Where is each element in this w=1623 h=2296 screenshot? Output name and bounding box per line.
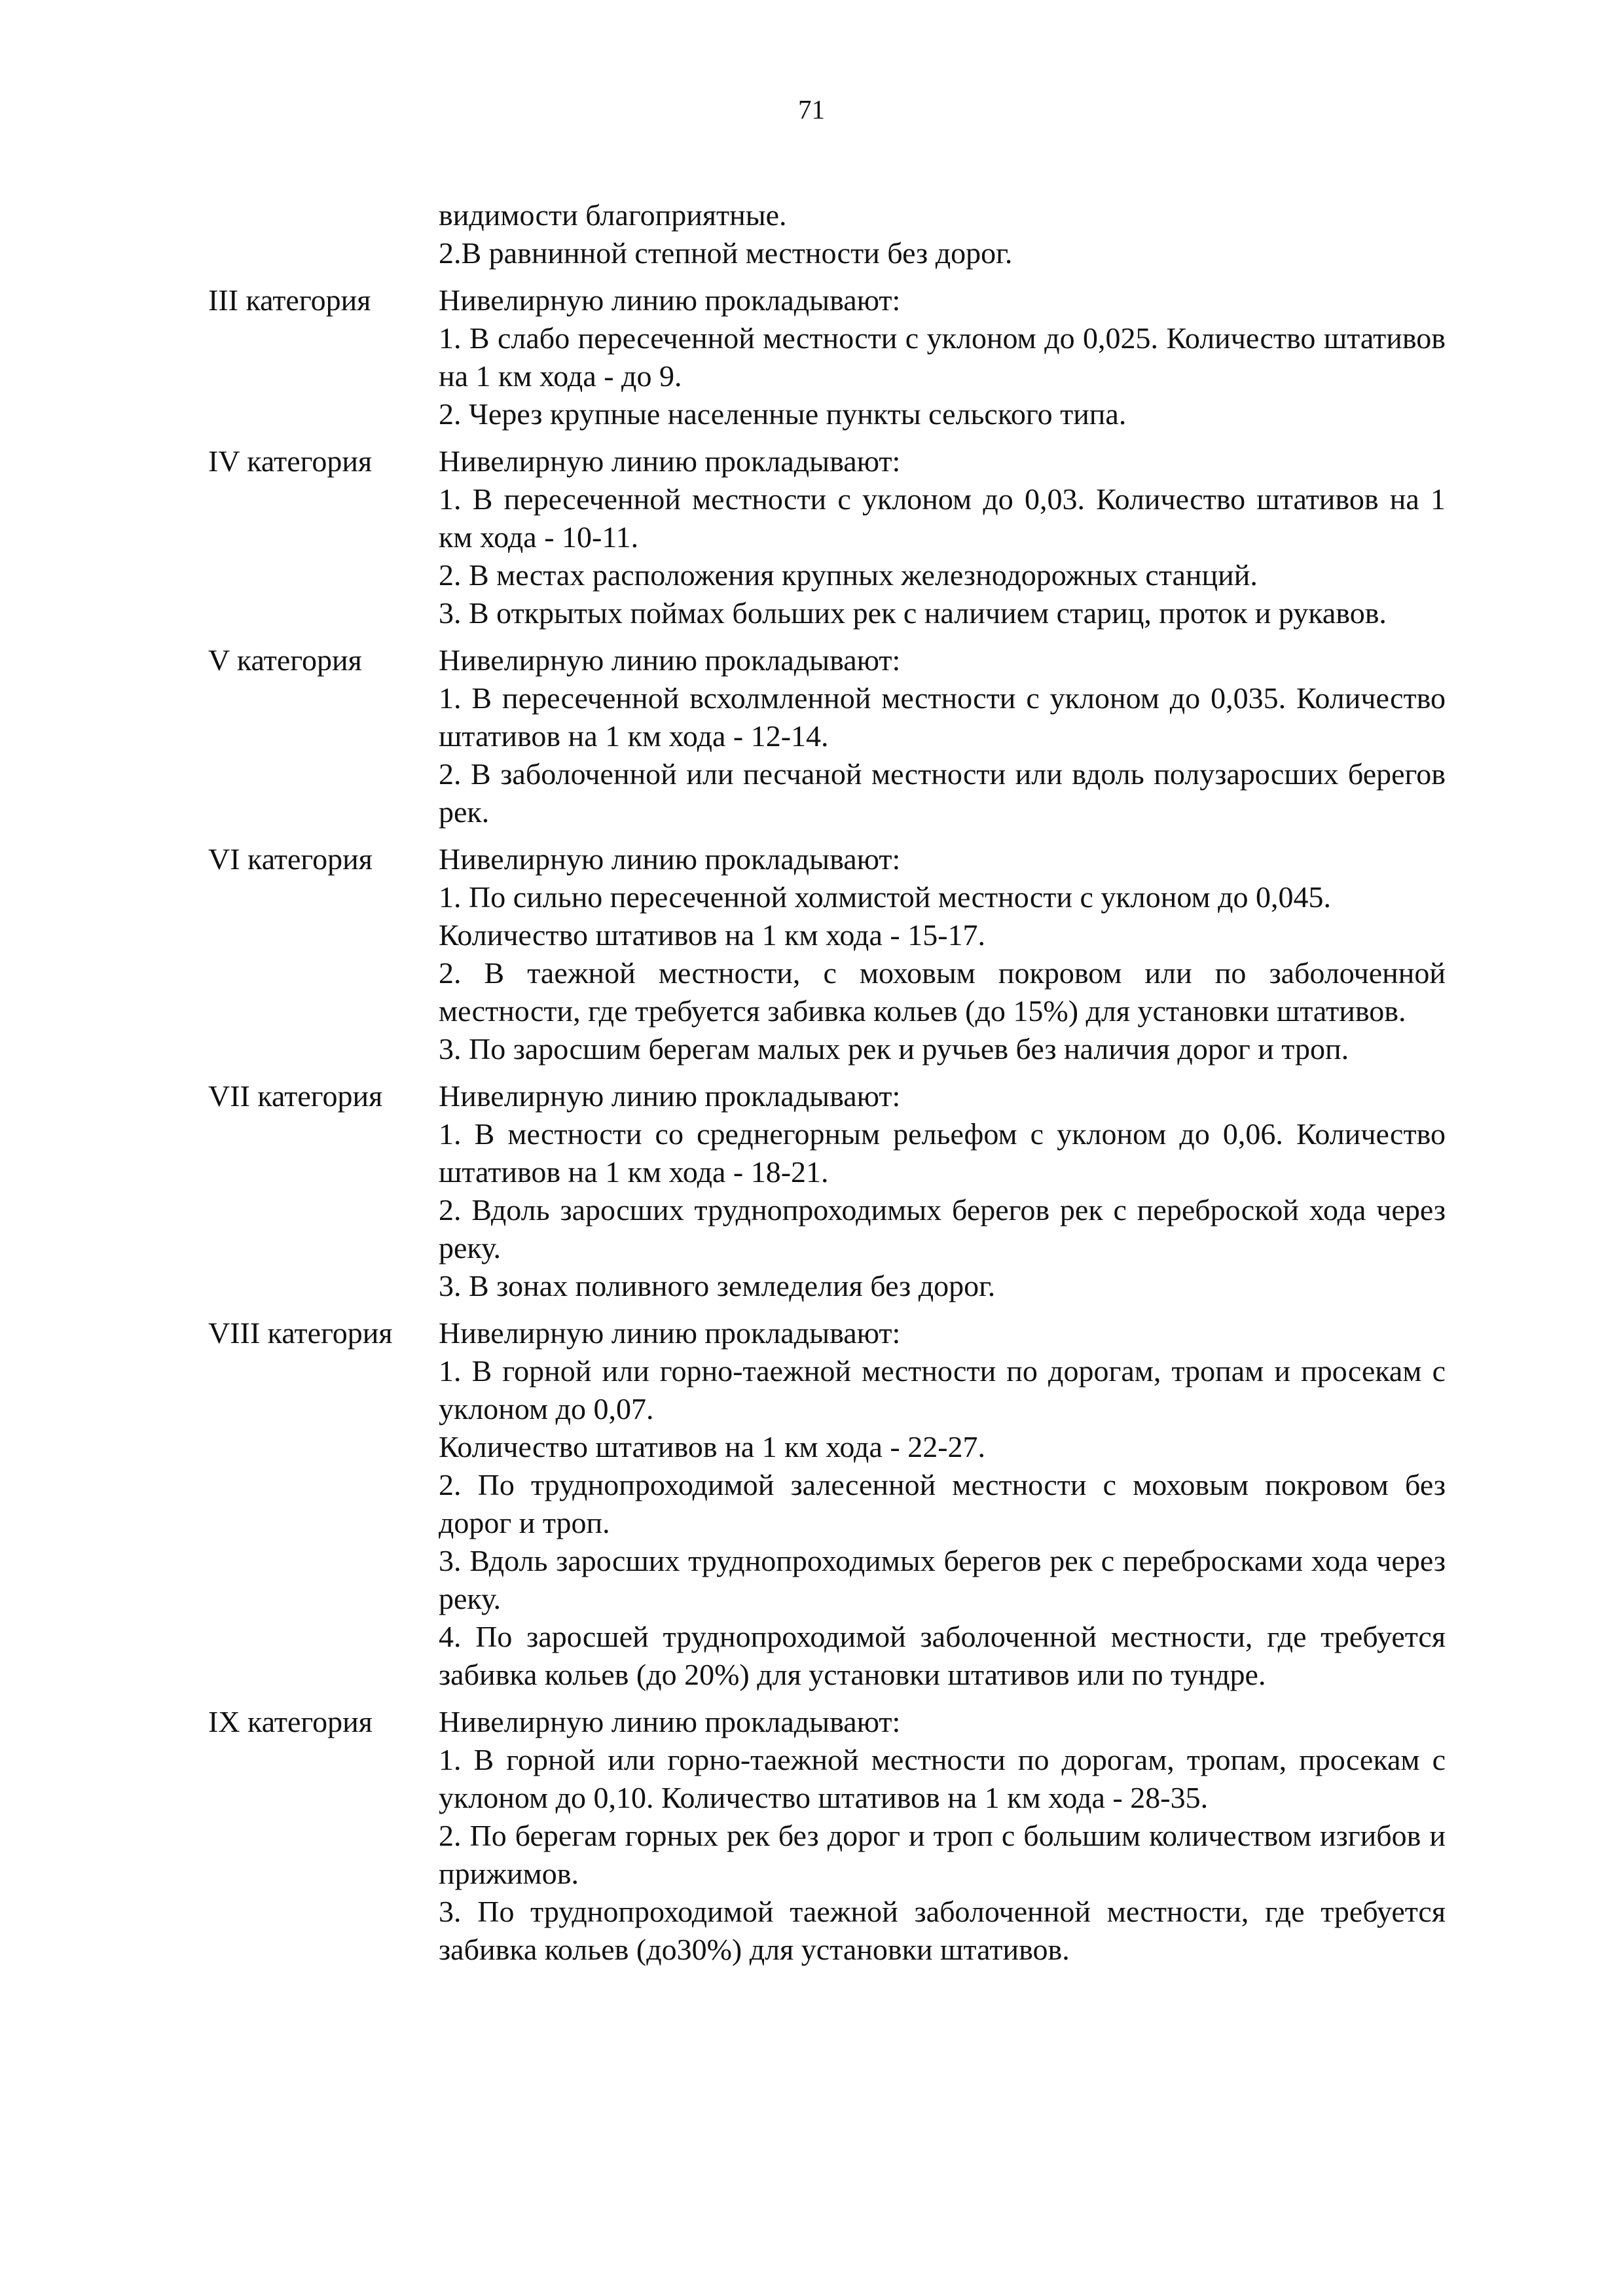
document-body [208, 196, 1446, 1978]
category-description [439, 641, 1446, 831]
category-block [208, 1703, 1446, 1969]
intro-text [439, 196, 1446, 272]
text-line: 2.В равнинной степной местности без дорог. [439, 236, 1013, 270]
category-label: IV категория [208, 444, 373, 478]
text-line: 2. По берегам горных рек без дорог и троп с большим количеством изгибов и прижимов. [439, 1819, 1446, 1890]
text-line: Нивелирную линию прокладывают: [439, 444, 901, 478]
text-line: Количество штативов на 1 км хода - 15-17. [439, 918, 986, 952]
text-line: видимости благоприятные. [439, 198, 787, 232]
text-line: 1. В горной или горно-таежной местности по дорогам, тропам и просекам с уклоном до 0,07. [439, 1354, 1446, 1426]
text-line: 1. В слабо пересеченной местности с уклоном до 0,025. Количество штативов на 1 км хода - до 9. [439, 321, 1446, 393]
category-description [439, 1077, 1446, 1305]
text-line: 1. В пересеченной всхолмленной местности с уклоном до 0,035. Количество штативов на 1 км хода - 12-14. [439, 681, 1446, 753]
text-line: 1. По сильно пересеченной холмистой местности с уклоном до 0,045. [439, 880, 1331, 914]
category-label: VI категория [208, 842, 373, 876]
text-line: 3. Вдоль заросших труднопроходимых берегов рек с перебросками хода через реку. [439, 1544, 1446, 1615]
category-block [208, 641, 1446, 831]
text-line: 1. В пересеченной местности с уклоном до 0,03. Количество штативов на 1 км хода - 10-11. [439, 482, 1446, 554]
category-block [208, 1314, 1446, 1694]
text-line: Нивелирную линию прокладывают: [439, 283, 901, 317]
text-line: 4. По заросшей труднопроходимой заболоченной местности, где требуется забивка кольев (до 20%) для установки штативов или по тундре. [439, 1620, 1446, 1691]
text-line: 2. В таежной местности, с моховым покровом или по заболоченной местности, где требуется забивка кольев (до 15%) для установки штативов. [439, 956, 1446, 1028]
category-description [439, 281, 1446, 433]
text-line: 3. В зонах поливного земледелия без дорог. [439, 1269, 996, 1302]
text-line: 2. Вдоль заросших труднопроходимых берегов рек с переброской хода через реку. [439, 1193, 1446, 1265]
page-number: 71 [798, 94, 825, 124]
text-line: Нивелирную линию прокладывают: [439, 1079, 901, 1113]
intro-label-spacer [208, 196, 439, 272]
text-line: 2. Через крупные населенные пункты сельского типа. [439, 397, 1127, 431]
text-line: 2. В местах расположения крупных железнодорожных станций. [439, 558, 1258, 592]
text-line: Нивелирную линию прокладывают: [439, 842, 901, 876]
category-block [208, 840, 1446, 1068]
category-description [439, 1703, 1446, 1969]
text-line: 3. В открытых поймах больших рек с наличием стариц, проток и рукавов. [439, 596, 1387, 630]
text-line: Нивелирную линию прокладывают: [439, 1316, 901, 1350]
text-line: 1. В горной или горно-таежной местности по дорогам, тропам, просекам с уклоном до 0,10. Количество штативов на 1 км хода - 28-35. [439, 1743, 1446, 1814]
text-line: 3. По труднопроходимой таежной заболоченной местности, где требуется забивка кольев (до30%) для установки штативов. [439, 1895, 1446, 1966]
category-description [439, 1314, 1446, 1694]
category-label: VII категория [208, 1079, 383, 1113]
category-description [439, 840, 1446, 1068]
category-label: IX категория [208, 1705, 373, 1738]
text-line: 2. По труднопроходимой залесенной местности с моховым покровом без дорог и троп. [439, 1468, 1446, 1539]
category-block [208, 442, 1446, 632]
category-block [208, 1077, 1446, 1305]
category-label: III категория [208, 283, 371, 317]
text-line: 1. В местности со среднегорным рельефом с уклоном до 0,06. Количество штативов на 1 км хода - 18-21. [439, 1117, 1446, 1189]
text-line: 3. По заросшим берегам малых рек и ручьев без наличия дорог и троп. [439, 1032, 1349, 1066]
text-line: Количество штативов на 1 км хода - 22-27. [439, 1430, 986, 1463]
category-description [439, 442, 1446, 632]
category-block [208, 281, 1446, 433]
text-line: Нивелирную линию прокладывают: [439, 643, 901, 677]
intro-block [208, 196, 1446, 272]
text-line: 2. В заболоченной или песчаной местности или вдоль полузаросших берегов рек. [439, 757, 1446, 829]
text-line: Нивелирную линию прокладывают: [439, 1705, 901, 1738]
category-label: V категория [208, 643, 362, 677]
category-label: VIII категория [208, 1316, 393, 1350]
